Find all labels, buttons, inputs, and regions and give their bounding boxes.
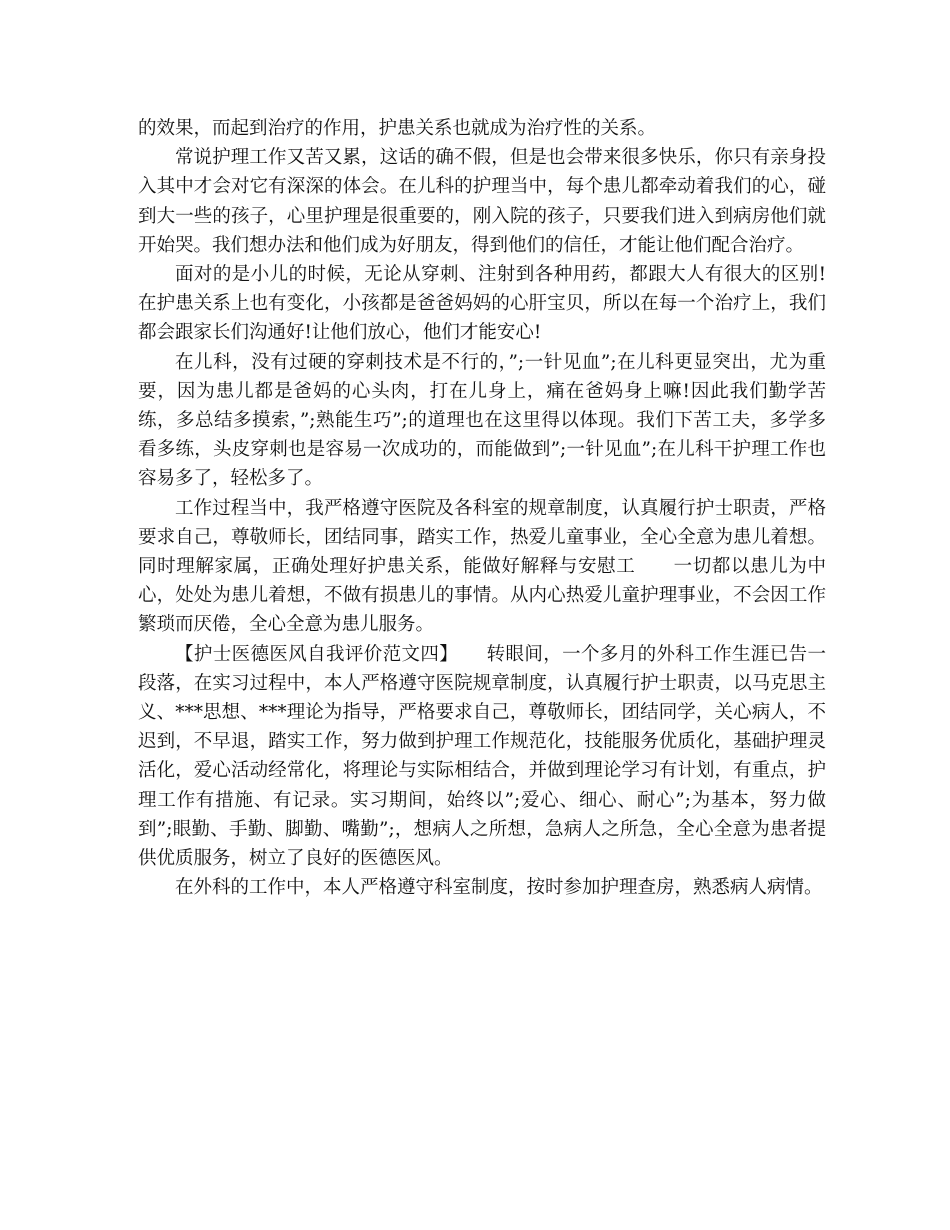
- paragraph-5: 工作过程当中，我严格遵守医院及各科室的规章制度，认真履行护士职责，严格要求自己，尊敬师长，团结同事，踏实工作，热爱儿童事业，全心全意为患儿着想。同时理解家属，正确处理好护患关系，能做好解释与安慰工 一切都以患儿为中心，处处为患儿着想，不做有损患儿的事情。从内心热爱儿童护理事业，不会因工作繁琐而厌倦，全心全意为患儿服务。: [138, 497, 826, 636]
- paragraph-7: 在外科的工作中，本人严格遵守科室制度，按时参加护理查房，熟悉病人病情。: [175, 877, 823, 899]
- paragraph-3: 面对的是小儿的时候，无论从穿刺、注射到各种用药，都跟大人有很大的区别!在护患关系上也有变化，小孩都是爸爸妈妈的心肝宝贝，所以在每一个治疗上，我们都会跟家长们沟通好!让他们放心，他们才能安心!: [138, 264, 826, 344]
- paragraph-1: 的效果，而起到治疗的作用，护患关系也就成为治疗性的关系。: [138, 118, 657, 139]
- document-page: [138, 114, 826, 902]
- paragraph-2: 常说护理工作又苦又累，这话的确不假，但是也会带来很多快乐，你只有亲身投入其中才会对它有深深的体会。在儿科的护理当中，每个患儿都牵动着我们的心，碰到大一些的孩子，心里护理是很重要的，刚入院的孩子，只要我们进入到病房他们就开始哭。我们想办法和他们成为好朋友，得到他们的信任，才能让他们配合治疗。: [138, 147, 826, 256]
- paragraph-6: 【护士医德医风自我评价范文四】 转眼间，一个多月的外科工作生涯已告一段落，在实习过程中，本人严格遵守医院规章制度，认真履行护士职责，以马克思主义、***思想、***理论为指导，严格要求自己，尊敬师长，团结同学，关心病人，不迟到，不早退，踏实工作，努力做到护理工作规范化，技能服务优质化，基础护理灵活化，爱心活动经常化，将理论与实际相结合，并做到理论学习有计划，有重点，护理工作有措施、有记录。实习期间，始终以”;爱心、细心、耐心”;为基本，努力做到”;眼勤、手勤、脚勤、嘴勤”;，想病人之所想，急病人之所急，全心全意为患者提供优质服务，树立了良好的医德医风。: [138, 643, 826, 870]
- paragraph-4: 在儿科，没有过硬的穿刺技术是不行的，”;一针见血”;在儿科更显突出，尤为重要，因为患儿都是爸妈的心头肉，打在儿身上，痛在爸妈身上嘛!因此我们勤学苦练，多总结多摸索，”;熟能生巧”;的道理也在这里得以体现。我们下苦工夫，多学多看多练，头皮穿刺也是容易一次成功的，而能做到”;一针见血”;在儿科干护理工作也容易多了，轻松多了。: [138, 351, 826, 490]
